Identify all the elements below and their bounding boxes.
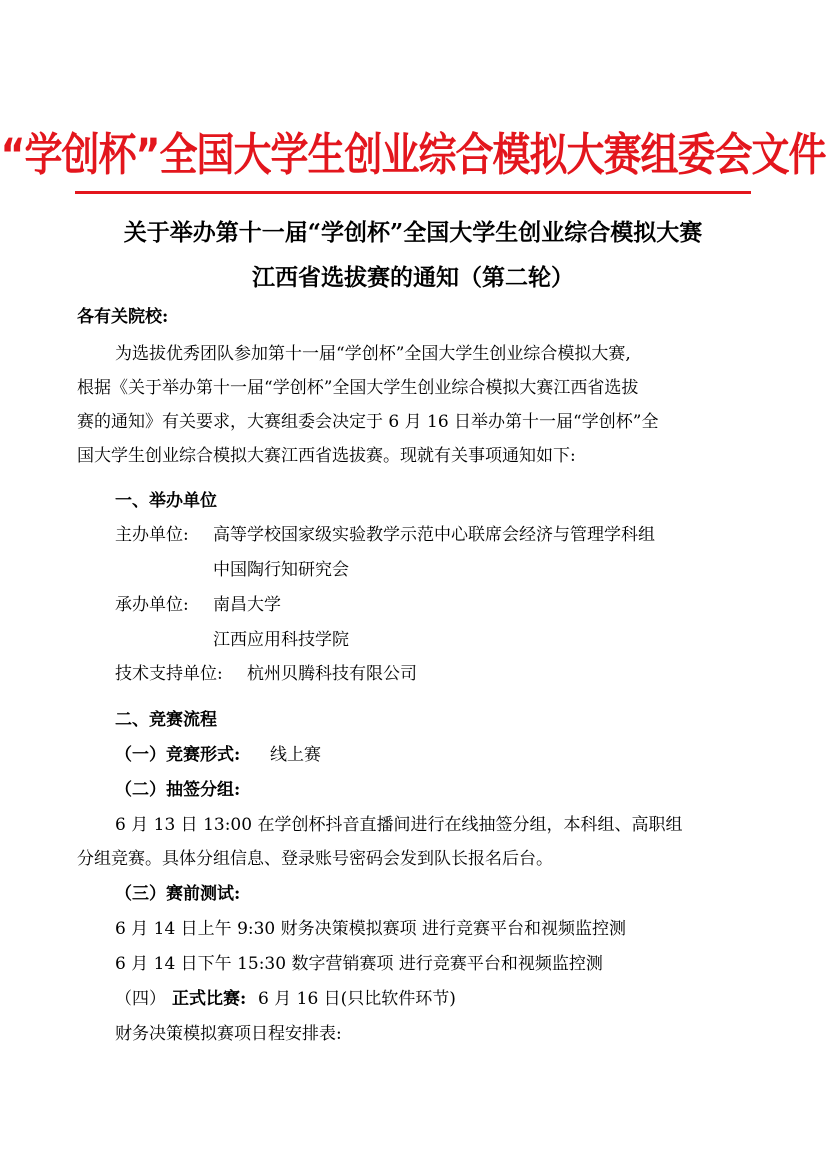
header-red-rule: [75, 191, 751, 194]
pretest-line-2: 6 月 14 日下午 15:30 数字营销赛项 进行竞赛平台和视频监控测: [115, 954, 603, 974]
intro-line-3: 赛的通知》有关要求，大赛组委会决定于 6 月 16 日举办第十一届“学创杯”全: [77, 412, 659, 432]
host-value-2: 中国陶行知研究会: [213, 560, 349, 580]
section-heading-process: 二、竞赛流程: [115, 710, 217, 730]
form-value: 线上赛: [270, 745, 321, 765]
formal-label: 正式比赛:: [172, 989, 247, 1009]
schedule-intro: 财务决策模拟赛项日程安排表:: [115, 1024, 342, 1044]
pretest-line-1: 6 月 14 日上午 9:30 财务决策模拟赛项 进行竞赛平台和视频监控测: [115, 919, 627, 939]
host-label: 主办单位:: [115, 525, 189, 545]
notice-title-line-2: 江西省选拔赛的通知（第二轮）: [252, 264, 574, 291]
form-label: （一）竞赛形式:: [115, 745, 241, 765]
document-header-title: “学创杯”全国大学生创业综合模拟大赛组委会文件: [0, 128, 826, 181]
intro-line-2: 根据《关于举办第十一届“学创杯”全国大学生创业综合模拟大赛江西省选拔: [77, 378, 639, 398]
salutation: 各有关院校:: [77, 307, 169, 327]
organizer-value-1: 南昌大学: [213, 595, 281, 615]
intro-line-1: 为选拔优秀团队参加第十一届“学创杯”全国大学生创业综合模拟大赛,: [115, 344, 631, 364]
support-value: 杭州贝腾科技有限公司: [247, 664, 417, 684]
section-heading-organizers: 一、举办单位: [115, 491, 217, 511]
draw-label: （二）抽签分组:: [115, 780, 241, 800]
pretest-label: （三）赛前测试:: [115, 884, 241, 904]
draw-line-2: 分组竞赛。具体分组信息、登录账号密码会发到队长报名后台。: [77, 849, 553, 869]
organizer-label: 承办单位:: [115, 595, 189, 615]
host-value-1: 高等学校国家级实验教学示范中心联席会经济与管理学科组: [213, 525, 655, 545]
organizer-value-2: 江西应用科技学院: [213, 630, 349, 650]
support-label: 技术支持单位:: [115, 664, 223, 684]
intro-line-4: 国大学生创业综合模拟大赛江西省选拔赛。现就有关事项通知如下:: [77, 446, 576, 466]
notice-title-line-1: 关于举办第十一届“学创杯”全国大学生创业综合模拟大赛: [123, 219, 703, 246]
formal-prefix: （四）: [115, 989, 166, 1009]
formal-value: 6 月 16 日(只比软件环节): [258, 989, 456, 1009]
draw-line-1: 6 月 13 日 13:00 在学创杯抖音直播间进行在线抽签分组，本科组、高职组: [115, 815, 683, 835]
